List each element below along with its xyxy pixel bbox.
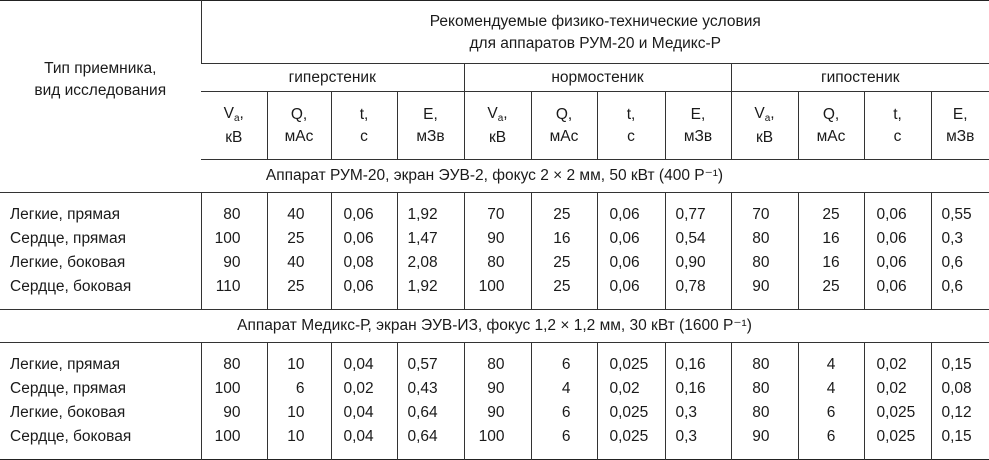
value-cell: 40 [267,203,331,227]
value-cell: 25 [798,275,864,299]
spacer-cell [864,343,931,354]
value-cell: 0,3 [665,401,731,425]
param-symbol [666,104,731,126]
row-header-cell [0,1,201,160]
value-cell: 0,78 [665,275,731,299]
group-header-normosthenic: нормостеник [464,64,731,92]
spacer-cell [397,193,464,204]
row-label: Легкие, боковая [10,254,126,271]
param-symbol-letter: t [359,105,364,123]
table-row [0,227,989,251]
spacer-cell [665,193,731,204]
value-cell: 0,90 [665,251,731,275]
section-spacer [0,449,989,460]
spacer-cell [864,193,931,204]
spacer-cell [665,343,731,354]
spacer-cell [331,449,397,460]
param-header-voltage [201,92,267,160]
value-cell: 6 [531,425,597,449]
value-cell: 1,92 [397,203,464,227]
table-title-line2: для аппаратов РУМ-20 и Медикс-Р [469,35,722,52]
value-cell: 0,025 [597,401,665,425]
param-symbol [598,104,665,126]
value-cell: 100 [201,425,267,449]
value-cell: 0,15 [931,425,989,449]
value-cell: 0,02 [864,377,931,401]
section-spacer [0,193,989,204]
section-title: Аппарат Медикс-Р, экран ЭУВ-ИЗ, фокус 1,2 × 1,2 мм, 30 кВт (1600 Р⁻¹) [0,310,989,343]
value-cell: 0,025 [597,353,665,377]
spacer-cell [201,299,267,310]
param-unit: кВ [755,128,774,146]
spacer-cell [464,299,531,310]
spacer-cell [597,299,665,310]
param-symbol [865,104,931,126]
row-label: Легкие, боковая [10,404,126,421]
value-cell: 6 [267,377,331,401]
spacer-cell [267,449,331,460]
spacer-cell [731,299,798,310]
spacer-cell [798,343,864,354]
value-cell: 1,47 [397,227,464,251]
value-cell: 0,06 [597,203,665,227]
value-cell: 6 [531,401,597,425]
param-unit: мАс [284,127,314,145]
table-row [0,251,989,275]
value-cell: 0,06 [597,251,665,275]
param-unit: кВ [225,128,243,146]
value-cell: 10 [267,353,331,377]
table-title [201,1,989,64]
param-header-dose [931,92,989,160]
spacer-cell [531,449,597,460]
value-cell: 100 [201,377,267,401]
value-cell: 6 [798,401,864,425]
value-cell: 0,06 [331,227,397,251]
value-cell: 25 [267,275,331,299]
spacer-cell [931,193,989,204]
value-cell: 0,06 [597,227,665,251]
value-cell: 6 [531,353,597,377]
value-cell: 90 [464,401,531,425]
spacer-cell [798,193,864,204]
param-header-charge [531,92,597,160]
row-label: Легкие, прямая [10,356,121,373]
param-symbol [465,103,531,127]
param-symbol-letter: t [893,105,898,123]
value-cell: 0,6 [931,275,989,299]
spacer-cell [267,343,331,354]
param-symbol-comma: , [433,105,438,123]
spacer-cell [0,193,201,204]
param-header-time [331,92,397,160]
value-cell: 90 [464,377,531,401]
value-cell: 0,06 [331,275,397,299]
param-symbol [532,104,597,126]
value-cell: 70 [731,203,798,227]
param-symbol [332,104,397,126]
param-symbol-comma: , [503,104,508,122]
param-unit: с [893,127,902,145]
param-symbol [201,103,267,127]
param-symbol-letter: Q [290,105,303,123]
param-symbol-comma: , [567,105,573,123]
spacer-cell [798,299,864,310]
table-body [0,160,989,460]
spacer-cell [864,299,931,310]
value-cell: 4 [531,377,597,401]
param-unit: мЗв [683,127,713,145]
value-cell: 80 [201,353,267,377]
section-header-row [0,160,989,193]
value-cell: 25 [531,275,597,299]
value-cell: 0,06 [864,275,931,299]
section-spacer [0,343,989,354]
param-header-voltage [731,92,798,160]
spacer-cell [731,449,798,460]
spacer-cell [597,449,665,460]
value-cell: 90 [201,251,267,275]
value-cell: 0,06 [597,275,665,299]
spacer-cell [0,343,201,354]
value-cell: 90 [731,275,798,299]
value-cell: 0,16 [665,377,731,401]
value-cell: 10 [267,401,331,425]
param-header-voltage [464,92,531,160]
value-cell: 80 [731,227,798,251]
value-cell: 80 [731,401,798,425]
param-unit: мЗв [416,127,445,145]
param-symbol-letter: V [487,104,498,122]
value-cell: 100 [464,425,531,449]
param-symbol-comma: , [239,104,244,122]
value-cell: 0,6 [931,251,989,275]
table-title-line1: Рекомендуемые физико-технические условия [429,13,761,30]
param-symbol-letter: V [223,104,234,122]
param-symbol-letter: V [754,104,765,122]
value-cell: 0,04 [331,353,397,377]
param-symbol-subscript: a [764,112,771,124]
value-cell: 0,08 [331,251,397,275]
value-cell: 25 [531,203,597,227]
param-header-dose [397,92,464,160]
spacer-cell [597,343,665,354]
value-cell: 0,55 [931,203,989,227]
spacer-cell [201,343,267,354]
table-row [0,275,989,299]
value-cell: 0,04 [331,401,397,425]
param-unit: мАс [549,127,579,145]
param-header-dose [665,92,731,160]
group-header-hypersthenic: гиперстеник [201,64,464,92]
param-symbol-letter: E [690,105,702,123]
value-cell: 0,12 [931,401,989,425]
value-cell: 80 [464,353,531,377]
param-symbol-letter: t [626,105,631,123]
value-cell: 1,92 [397,275,464,299]
table-row [0,353,989,377]
value-cell: 4 [798,377,864,401]
param-header-time [597,92,665,160]
param-symbol-letter: Q [555,105,568,123]
spacer-cell [464,449,531,460]
value-cell: 0,025 [864,425,931,449]
value-cell: 80 [464,251,531,275]
value-cell: 0,64 [397,401,464,425]
spacer-cell [531,299,597,310]
row-label: Сердце, прямая [10,380,126,397]
param-symbol [932,104,989,126]
param-unit: мАс [816,127,846,145]
param-symbol-comma: , [770,104,775,122]
value-cell: 100 [201,227,267,251]
section-spacer [0,299,989,310]
spacer-cell [0,449,201,460]
spacer-cell [731,193,798,204]
spacer-cell [201,449,267,460]
value-cell: 0,02 [597,377,665,401]
param-header-charge [267,92,331,160]
param-symbol [268,104,331,126]
value-cell: 40 [267,251,331,275]
param-symbol-comma: , [302,105,308,123]
value-cell: 0,77 [665,203,731,227]
value-cell: 16 [531,227,597,251]
value-cell: 80 [731,377,798,401]
param-unit: мЗв [946,127,975,145]
param-symbol-subscript: a [233,112,240,124]
value-cell: 0,02 [331,377,397,401]
spacer-cell [665,299,731,310]
value-cell: 10 [267,425,331,449]
spacer-cell [267,299,331,310]
param-symbol-comma: , [834,105,840,123]
param-symbol-letter: E [952,105,964,123]
value-cell: 0,025 [597,425,665,449]
value-cell: 25 [267,227,331,251]
value-cell: 16 [798,227,864,251]
value-cell: 25 [798,203,864,227]
value-cell: 0,06 [864,227,931,251]
table-row [0,203,989,227]
param-symbol-letter: Q [822,105,835,123]
value-cell: 2,08 [397,251,464,275]
value-cell: 0,06 [864,203,931,227]
spacer-cell [531,343,597,354]
value-cell: 90 [464,227,531,251]
spacer-cell [531,193,597,204]
spacer-cell [397,449,464,460]
spacer-cell [931,343,989,354]
value-cell: 90 [201,401,267,425]
param-symbol-comma: , [897,105,902,123]
param-symbol-subscript: a [497,112,504,124]
table-row [0,425,989,449]
value-cell: 100 [464,275,531,299]
table-row [0,377,989,401]
spacer-cell [798,449,864,460]
value-cell: 16 [798,251,864,275]
spacer-cell [931,299,989,310]
param-symbol [799,104,864,126]
value-cell: 80 [201,203,267,227]
value-cell: 70 [464,203,531,227]
spacer-cell [931,449,989,460]
param-header-time [864,92,931,160]
value-cell: 25 [531,251,597,275]
spacer-cell [201,193,267,204]
value-cell: 6 [798,425,864,449]
value-cell: 0,43 [397,377,464,401]
section-title: Аппарат РУМ-20, экран ЭУВ-2, фокус 2 × 2 мм, 50 кВт (400 Р⁻¹) [0,160,989,193]
table-row [0,401,989,425]
spacer-cell [331,193,397,204]
param-unit: с [360,127,368,145]
value-cell: 90 [731,425,798,449]
spacer-cell [597,193,665,204]
row-label: Сердце, боковая [10,428,132,445]
param-symbol-comma: , [701,105,706,123]
param-symbol-letter: E [423,105,434,123]
spacer-cell [665,449,731,460]
value-cell: 0,02 [864,353,931,377]
param-symbol [398,104,464,126]
value-cell: 0,54 [665,227,731,251]
value-cell: 0,3 [665,425,731,449]
value-cell: 0,57 [397,353,464,377]
section-header-row [0,310,989,343]
row-label: Легкие, прямая [10,206,121,223]
value-cell: 0,64 [397,425,464,449]
param-symbol-comma: , [631,105,636,123]
spacer-cell [267,193,331,204]
header-title-row [0,1,989,64]
value-cell: 0,06 [331,203,397,227]
param-unit: кВ [488,128,507,146]
param-symbol-comma: , [364,105,369,123]
spacer-cell [397,299,464,310]
value-cell: 80 [731,353,798,377]
spacer-cell [731,343,798,354]
row-header-line1: Тип приемника, [44,60,157,78]
group-header-hyposthenic: гипостеник [731,64,989,92]
value-cell: 0,04 [331,425,397,449]
param-symbol [732,103,798,127]
row-label: Сердце, прямая [10,230,126,247]
value-cell: 0,06 [864,251,931,275]
spacer-cell [331,343,397,354]
row-label: Сердце, боковая [10,278,132,295]
spacer-cell [397,343,464,354]
row-header-line2: вид исследования [34,82,167,100]
value-cell: 4 [798,353,864,377]
value-cell: 0,15 [931,353,989,377]
value-cell: 80 [731,251,798,275]
value-cell: 0,3 [931,227,989,251]
spacer-cell [0,299,201,310]
value-cell: 0,025 [864,401,931,425]
param-header-charge [798,92,864,160]
spacer-cell [864,449,931,460]
value-cell: 110 [201,275,267,299]
spacer-cell [464,193,531,204]
value-cell: 0,16 [665,353,731,377]
spacer-cell [464,343,531,354]
param-unit: с [627,127,635,145]
param-symbol-comma: , [963,105,968,123]
value-cell: 0,08 [931,377,989,401]
spacer-cell [331,299,397,310]
